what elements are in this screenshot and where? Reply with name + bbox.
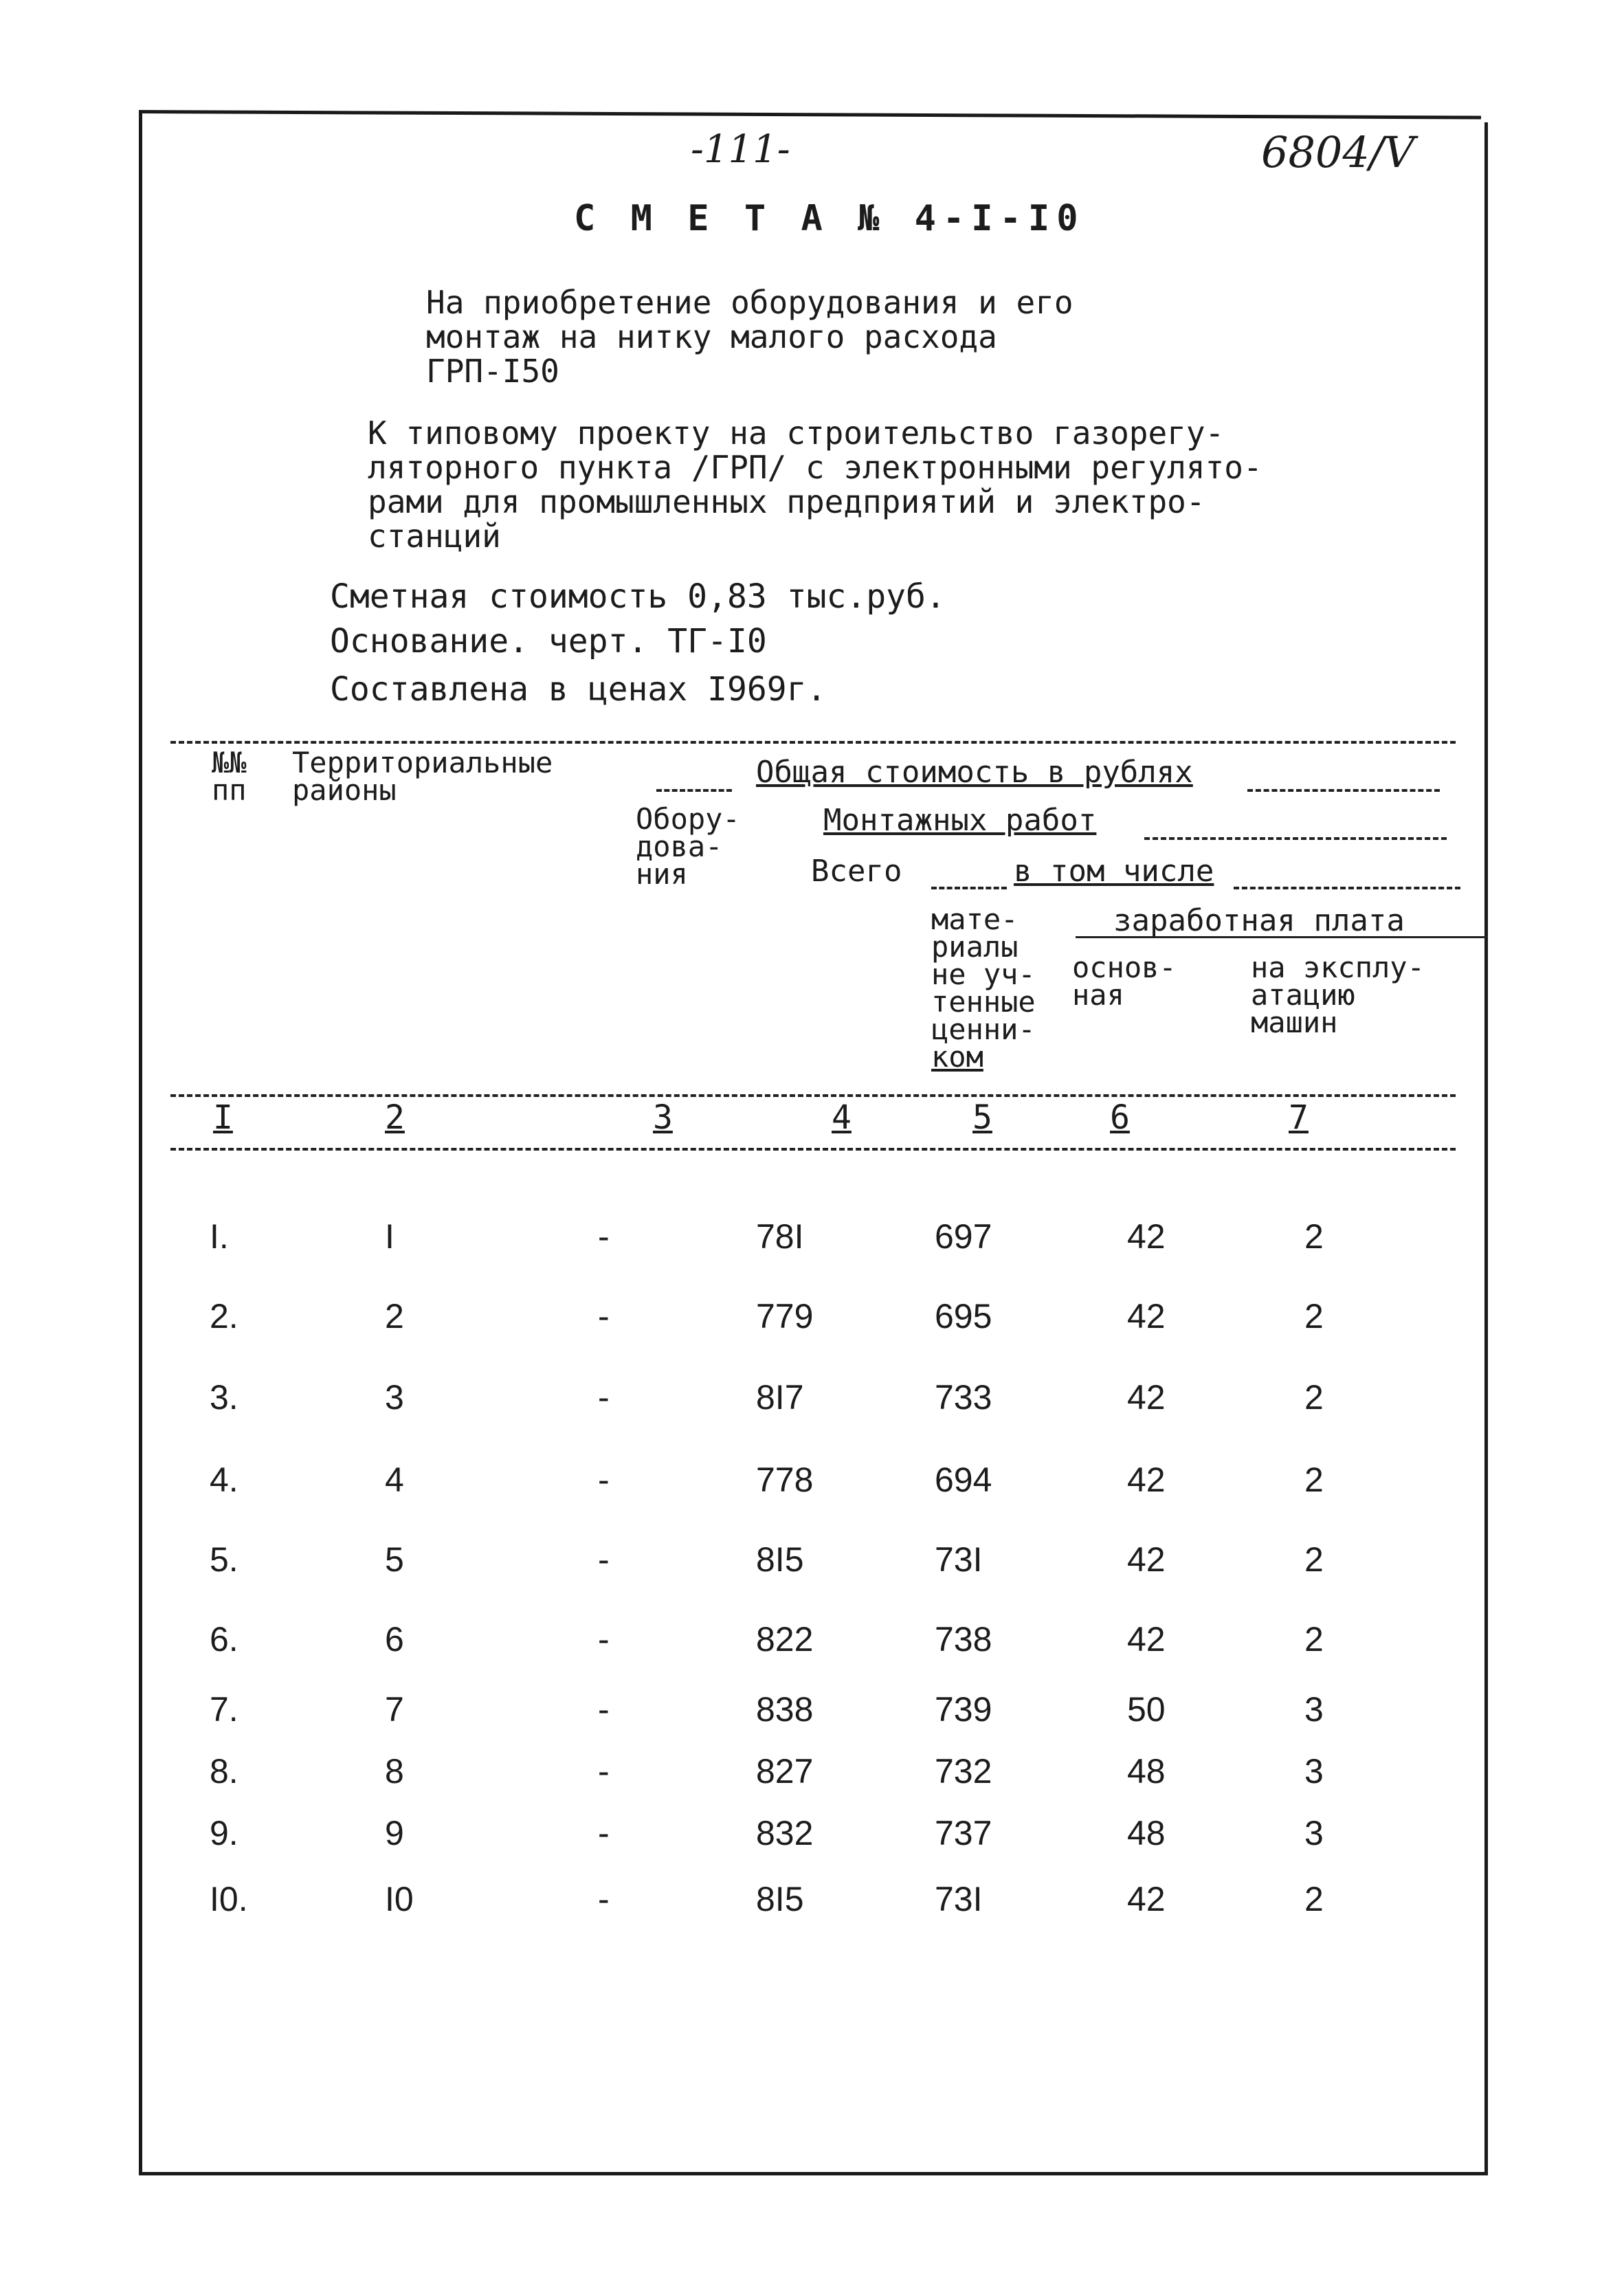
installation-total-cell: 8I7 bbox=[756, 1378, 804, 1417]
materials-cell: 738 bbox=[935, 1620, 992, 1659]
purpose-line: На приобретение оборудования и его bbox=[426, 284, 1074, 321]
basic-salary-cell: 42 bbox=[1127, 1297, 1166, 1335]
column-number: 6 bbox=[1110, 1098, 1130, 1137]
machine-salary-cell: 3 bbox=[1304, 1814, 1324, 1852]
estimated-cost-line: Сметная стоимость 0,83 тыс.руб. bbox=[330, 577, 946, 616]
machine-salary-cell: 2 bbox=[1304, 1297, 1324, 1335]
total-header-rule-right bbox=[1247, 789, 1440, 792]
installation-total-cell: 778 bbox=[756, 1461, 814, 1499]
column-number: 7 bbox=[1289, 1098, 1309, 1137]
row-number: I0. bbox=[210, 1880, 248, 1918]
page-number: -111- bbox=[691, 127, 790, 172]
row-number: 3. bbox=[210, 1378, 238, 1417]
installation-total-cell: 779 bbox=[756, 1297, 814, 1335]
page-frame-right bbox=[1484, 122, 1488, 2172]
materials-cell: 73I bbox=[935, 1540, 983, 1579]
row-number: 6. bbox=[210, 1620, 238, 1659]
row-number: 7. bbox=[210, 1690, 238, 1729]
materials-cell: 732 bbox=[935, 1752, 992, 1790]
including-header-rule-left bbox=[931, 887, 1007, 889]
equipment-cell: - bbox=[598, 1297, 610, 1335]
machine-salary-cell: 3 bbox=[1304, 1752, 1324, 1790]
equipment-cell: - bbox=[598, 1461, 610, 1499]
project-line: станций bbox=[368, 518, 501, 555]
basis-line: Основание. черт. ТГ-I0 bbox=[330, 622, 767, 661]
region-cell: I bbox=[385, 1217, 394, 1256]
page-frame-top bbox=[141, 110, 1481, 120]
col-header-all: Всего bbox=[811, 854, 902, 889]
installation-total-cell: 822 bbox=[756, 1620, 814, 1659]
col-header-machines: на эксплу- атацию машин bbox=[1251, 951, 1425, 1039]
purpose-line: ГРП-I50 bbox=[426, 353, 559, 390]
installation-total-cell: 838 bbox=[756, 1690, 814, 1729]
installation-total-cell: 78I bbox=[756, 1217, 804, 1256]
project-line: рами для промышленных предприятий и электро- bbox=[368, 483, 1205, 520]
region-cell: I0 bbox=[385, 1880, 414, 1918]
installation-header-rule bbox=[1144, 837, 1447, 840]
region-cell: 8 bbox=[385, 1752, 404, 1790]
equipment-cell: - bbox=[598, 1880, 610, 1918]
col-header-num: №№ пп bbox=[212, 746, 247, 807]
basic-salary-cell: 42 bbox=[1127, 1540, 1166, 1579]
basic-salary-cell: 48 bbox=[1127, 1752, 1166, 1790]
row-number: 4. bbox=[210, 1461, 238, 1499]
region-cell: 5 bbox=[385, 1540, 404, 1579]
column-number: 3 bbox=[653, 1098, 673, 1137]
installation-total-cell: 827 bbox=[756, 1752, 814, 1790]
basic-salary-cell: 42 bbox=[1127, 1378, 1166, 1417]
basic-salary-cell: 48 bbox=[1127, 1814, 1166, 1852]
basic-salary-cell: 42 bbox=[1127, 1217, 1166, 1256]
column-numbers-rule bbox=[170, 1148, 1456, 1151]
table-top-rule bbox=[170, 741, 1456, 744]
prices-line: Составлена в ценах I969г. bbox=[330, 670, 827, 709]
project-line: К типовому проекту на строительство газорегу- bbox=[368, 414, 1225, 452]
equipment-cell: - bbox=[598, 1620, 610, 1659]
row-number: 8. bbox=[210, 1752, 238, 1790]
purpose-line: монтаж на нитку малого расхода bbox=[426, 318, 997, 355]
equipment-cell: - bbox=[598, 1752, 610, 1790]
materials-cell: 737 bbox=[935, 1814, 992, 1852]
column-number: 2 bbox=[385, 1098, 405, 1137]
row-number: 5. bbox=[210, 1540, 238, 1579]
materials-cell: 694 bbox=[935, 1461, 992, 1499]
column-number: 4 bbox=[832, 1098, 852, 1137]
region-cell: 4 bbox=[385, 1461, 404, 1499]
row-number: I. bbox=[210, 1217, 229, 1256]
row-number: 2. bbox=[210, 1297, 238, 1335]
materials-cell: 733 bbox=[935, 1378, 992, 1417]
page-frame-left bbox=[139, 110, 142, 2172]
materials-cell: 695 bbox=[935, 1297, 992, 1335]
header-installation: Монтажных работ bbox=[823, 803, 1097, 838]
region-cell: 7 bbox=[385, 1690, 404, 1729]
installation-total-cell: 832 bbox=[756, 1814, 814, 1852]
purpose-paragraph bbox=[426, 285, 1074, 388]
document-title: С М Е Т А № 4-I-I0 bbox=[574, 198, 1085, 239]
project-paragraph bbox=[368, 416, 1263, 553]
header-bottom-rule bbox=[170, 1094, 1456, 1097]
region-cell: 2 bbox=[385, 1297, 404, 1335]
basic-salary-cell: 50 bbox=[1127, 1690, 1166, 1729]
machine-salary-cell: 2 bbox=[1304, 1880, 1324, 1918]
installation-total-cell: 8I5 bbox=[756, 1540, 804, 1579]
installation-total-cell: 8I5 bbox=[756, 1880, 804, 1918]
machine-salary-cell: 2 bbox=[1304, 1378, 1324, 1417]
region-cell: 6 bbox=[385, 1620, 404, 1659]
col-header-basic: основ- ная bbox=[1072, 951, 1177, 1012]
machine-salary-cell: 2 bbox=[1304, 1540, 1324, 1579]
machine-salary-cell: 3 bbox=[1304, 1690, 1324, 1729]
basic-salary-cell: 42 bbox=[1127, 1880, 1166, 1918]
region-cell: 3 bbox=[385, 1378, 404, 1417]
region-cell: 9 bbox=[385, 1814, 404, 1852]
column-number: 5 bbox=[972, 1098, 992, 1137]
equipment-cell: - bbox=[598, 1217, 610, 1256]
header-salary: заработная плата bbox=[1113, 903, 1405, 938]
materials-cell: 73I bbox=[935, 1880, 983, 1918]
archive-number: 6804/V bbox=[1261, 127, 1415, 177]
col-header-equipment: Обору- дова- ния bbox=[636, 802, 740, 891]
project-line: ляторного пункта /ГРП/ с электронными регулято- bbox=[368, 449, 1263, 486]
basic-salary-cell: 42 bbox=[1127, 1461, 1166, 1499]
header-total-cost: Общая стоимость в рублях bbox=[756, 755, 1193, 790]
basic-salary-cell: 42 bbox=[1127, 1620, 1166, 1659]
equipment-cell: - bbox=[598, 1540, 610, 1579]
machine-salary-cell: 2 bbox=[1304, 1461, 1324, 1499]
col-header-materials: мате- риалы не уч- тенные ценни- ком bbox=[931, 902, 1036, 1074]
machine-salary-cell: 2 bbox=[1304, 1620, 1324, 1659]
total-header-rule-left bbox=[656, 789, 732, 792]
equipment-cell: - bbox=[598, 1690, 610, 1729]
col-header-regions: Территориальные районы bbox=[292, 746, 553, 807]
including-header-rule-right bbox=[1234, 887, 1460, 889]
header-including: в том числе bbox=[1014, 854, 1214, 889]
materials-cell: 697 bbox=[935, 1217, 992, 1256]
row-number: 9. bbox=[210, 1814, 238, 1852]
materials-cell: 739 bbox=[935, 1690, 992, 1729]
machine-salary-cell: 2 bbox=[1304, 1217, 1324, 1256]
column-number: I bbox=[213, 1098, 233, 1137]
equipment-cell: - bbox=[598, 1814, 610, 1852]
page-frame-bottom bbox=[139, 2172, 1488, 2175]
equipment-cell: - bbox=[598, 1378, 610, 1417]
